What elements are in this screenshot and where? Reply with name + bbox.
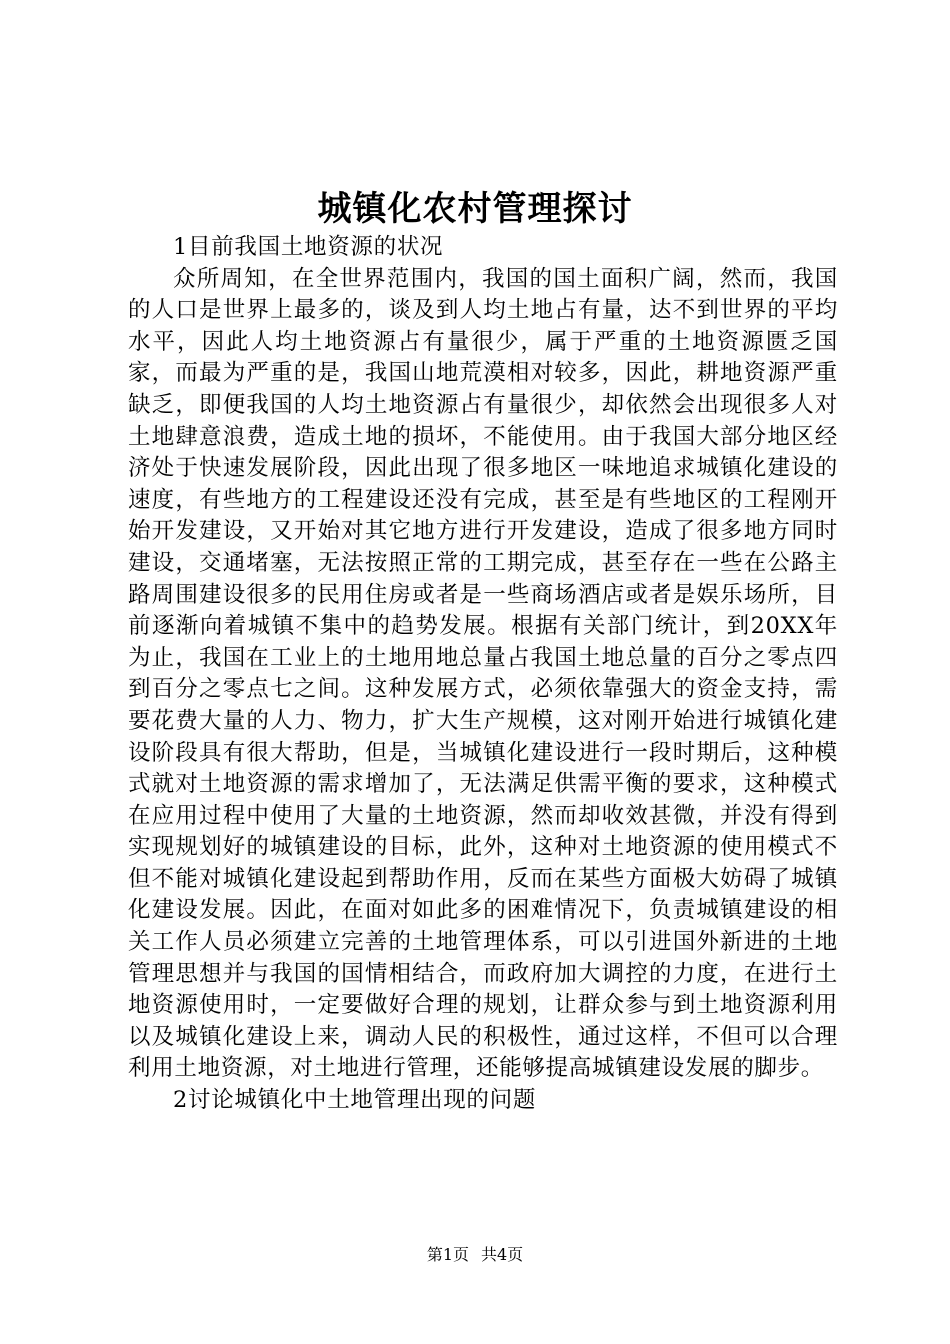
- page-total: 共4页: [481, 1245, 524, 1264]
- page-footer: [0, 1244, 950, 1266]
- section-heading-2: 2讨论城镇化中土地管理出现的问题: [173, 1087, 537, 1114]
- document-body: [128, 232, 838, 1117]
- section-heading-1: 1目前我国土地资源的状况: [173, 234, 444, 260]
- page-number: 第1页: [426, 1245, 469, 1264]
- body-paragraph: 众所周知，在全世界范围内，我国的国土面积广阔，然而，我国的人口是世界上最多的，谈及到人均土地占有量，达不到世界的平均水平，因此人均土地资源占有量很少，属于严重的土地资源匮乏国家，而最为严重的是，我国山地荒漠相对较多，因此，耕地资源严重缺乏，即便我国的人均土地资源占有量很少，却依然会出现很多人对土地肆意浪费，造成土地的损坏，不能使用。由于我国大部分地区经济处于快速发展阶段，因此出现了很多地区一味地追求城镇化建设的速度，有些地方的工程建设还没有完成，甚至是有些地区的工程刚开始开发建设，又开始对其它地方进行开发建设，造成了很多地方同时建设，交通堵塞，无法按照正常的工期完成，甚至存在一些在公路主路周围建设很多的民用住房或者是一些商场酒店或者是娱乐场所，目前逐渐向着城镇不集中的趋势发展。根据有关部门统计，到20XX年为止，我国在工业上的土地用地总量占我国土地总量的百分之零点四到百分之零点七之间。这种发展方式，必须依靠强大的资金支持，需要花费大量的人力、物力，扩大生产规模，这对刚开始进行城镇化建设阶段具有很大帮助，但是，当城镇化建设进行一段时期后，这种模式就对土地资源的需求增加了，无法满足供需平衡的要求，这种模式在应用过程中使用了大量的土地资源，然而却收效甚微，并没有得到实现规划好的城镇建设的目标，此外，这种对土地资源的使用模式不但不能对城镇化建设起到帮助作用，反而在某些方面极大妨碍了城镇化建设发展。因此，在面对如此多的困难情况下，负责城镇建设的相关工作人员必须建立完善的土地管理体系，可以引进国外新进的土地管理思想并与我国的国情相结合，而政府加大调控的力度，在进行土地资源使用时，一定要做好合理的规划，让群众参与到土地资源利用以及城镇化建设上来，调动人民的积极性，通过这样，不但可以合理利用土地资源，对土地进行管理，还能够提高城镇建设发展的脚步。: [128, 265, 838, 1082]
- document-title: 城镇化农村管理探讨: [317, 189, 633, 229]
